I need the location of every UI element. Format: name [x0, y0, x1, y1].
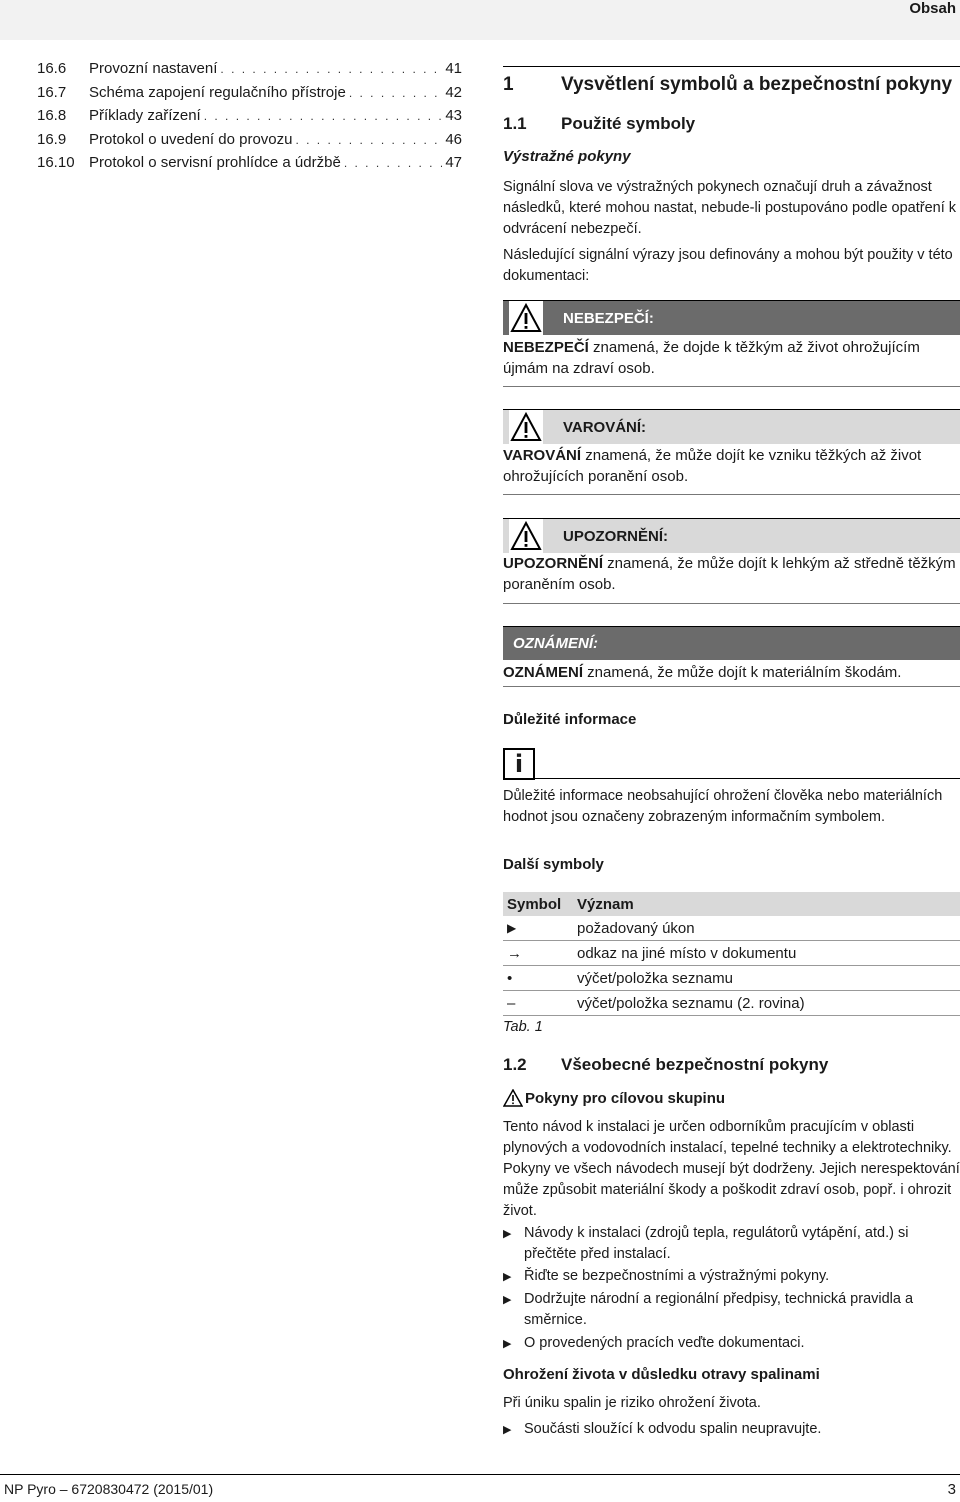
footer-doc-id: NP Pyro – 6720830472 (2015/01)	[4, 1481, 214, 1497]
warning-description: znamená, že může dojít ke vzniku těžkých až život ohrožujících poranění osob.	[503, 447, 922, 485]
toc-row[interactable]	[37, 154, 462, 178]
header-section-title: Obsah	[909, 0, 956, 17]
warning-triangle-icon	[503, 1089, 523, 1107]
footer-rule	[0, 1474, 960, 1475]
danger-bar	[503, 300, 960, 335]
notice-label: OZNÁMENÍ:	[513, 635, 598, 652]
danger-text	[503, 337, 960, 379]
danger-label: NEBEZPEČÍ:	[563, 309, 654, 327]
table-row	[503, 991, 960, 1016]
toc-leader	[220, 62, 442, 76]
list-item-text: O provedených pracích veďte dokumentaci.	[524, 1335, 805, 1351]
list-item-text: Návody k instalaci (zdrojů tepla, regulátorů vytápění, atd.) si přečtěte před instalací.	[524, 1225, 909, 1262]
subsection-title: Všeobecné bezpečnostní pokyny	[561, 1055, 829, 1074]
toc-leader	[204, 109, 443, 123]
symbol-cell: →	[503, 941, 573, 966]
target-group-text: Tento návod k instalaci je určen odborníkům pracujícím v oblasti plynových a vodovodních instalací, tepelné techniky a elektrotechniky. Pokyny ve všech návodech musejí být dodrženy. Jejich nerespektování může způsobit materiální škody a poškodit zdraví osob, popř. i ohrozit život.	[503, 1119, 960, 1219]
notice-word: OZNÁMENÍ	[503, 664, 583, 681]
toc-number: 16.10	[37, 154, 75, 171]
toc-number: 16.9	[37, 130, 67, 148]
toc-leader	[344, 156, 443, 170]
important-info-text: Důležité informace neobsahující ohrožení člověka nebo materiálních hodnot jsou označeny zobrazeným informačním symbolem.	[503, 788, 943, 825]
toc-row[interactable]	[37, 131, 462, 155]
target-group-heading	[503, 1089, 960, 1107]
toc-page: 43	[445, 107, 462, 124]
list-item	[503, 1289, 960, 1331]
toc-title: Provozní nastavení	[89, 60, 218, 77]
symbols-table-wrap	[503, 892, 960, 1016]
toc-title: Schéma zapojení regulačního přístroje	[89, 83, 346, 101]
meaning-cell: výčet/položka seznamu	[573, 966, 960, 991]
toc-page: 47	[445, 154, 462, 171]
toc-title: Příklady zařízení	[89, 107, 201, 124]
list-item-text: Dodržujte národní a regionální předpisy, technická pravidla a směrnice.	[524, 1291, 914, 1328]
toc-page: 41	[445, 60, 462, 77]
subsection-heading-1-1	[503, 114, 960, 134]
symbol-cell: ▶	[503, 916, 573, 941]
toc-page: 42	[445, 83, 462, 101]
divider	[503, 686, 960, 687]
info-icon: i	[503, 748, 535, 780]
list-item-text: Součásti sloužící k odvodu spalin neupravujte.	[524, 1421, 822, 1437]
action-arrow-icon: ▶	[503, 1424, 512, 1436]
symbol-column-header: Symbol	[503, 892, 573, 916]
section-rule	[503, 66, 960, 67]
caution-label: UPOZORNĚNÍ:	[563, 527, 668, 545]
toc-number: 16.8	[37, 107, 67, 124]
table-row	[503, 966, 960, 991]
meaning-cell: výčet/položka seznamu (2. rovina)	[573, 991, 960, 1016]
toc-page: 46	[445, 130, 462, 148]
symbol-cell: •	[503, 966, 573, 991]
toc-title: Protokol o servisní prohlídce a údržbě	[89, 154, 341, 171]
warnings-subheading: Výstražné pokyny	[503, 148, 631, 165]
warning-triangle-icon	[509, 301, 543, 335]
meaning-cell: odkaz na jiné místo v dokumentu	[573, 941, 960, 966]
toc-title: Protokol o uvedení do provozu	[89, 130, 293, 148]
paragraph: Signální slova ve výstražných pokynech označují druh a závažnost následků, které mohou nastat, nebude-li postupováno podle opatření k odvrácení nebezpečí.	[503, 179, 957, 237]
table-of-contents	[37, 60, 462, 178]
toc-row[interactable]	[37, 60, 462, 84]
subsection-number: 1.1	[503, 114, 527, 133]
caution-description: znamená, že může dojít k lehkým až středně těžkým poraněním osob.	[503, 555, 956, 593]
list-item	[503, 1419, 960, 1441]
warning-triangle-icon	[509, 519, 543, 553]
table-row	[503, 916, 960, 941]
divider	[503, 603, 960, 604]
target-group-title: Pokyny pro cílovou skupinu	[525, 1089, 726, 1107]
section-number: 1	[503, 74, 514, 95]
action-arrow-icon: ▶	[503, 1228, 512, 1240]
section-heading	[503, 74, 960, 96]
symbol-cell: –	[503, 991, 573, 1016]
important-info-heading: Důležité informace	[503, 711, 637, 728]
action-arrow-icon: ▶	[503, 1338, 512, 1350]
subsection-title: Použité symboly	[561, 114, 696, 133]
table-caption: Tab. 1	[503, 1019, 543, 1035]
warning-word: VAROVÁNÍ	[503, 447, 582, 464]
action-arrow-icon: ▶	[503, 1271, 512, 1283]
list-item	[503, 1266, 960, 1288]
danger-word: NEBEZPEČÍ	[503, 339, 589, 356]
warning-text	[503, 445, 960, 487]
section-title: Vysvětlení symbolů a bezpečnostní pokyny	[561, 74, 953, 95]
caution-word: UPOZORNĚNÍ	[503, 555, 604, 572]
subsection-number: 1.2	[503, 1055, 527, 1074]
symbols-table	[503, 892, 960, 1016]
toc-leader	[295, 133, 442, 147]
action-arrow-icon: ▶	[503, 1294, 512, 1306]
table-row	[503, 941, 960, 966]
notice-description: znamená, že může dojít k materiálním škodám.	[583, 664, 902, 681]
info-rule	[535, 778, 960, 779]
toc-row[interactable]	[37, 107, 462, 131]
caution-text	[503, 553, 960, 595]
divider	[503, 494, 960, 495]
flue-gas-text: Při úniku spalin je riziko ohrožení života.	[503, 1395, 761, 1411]
warning-triangle-icon	[509, 410, 543, 444]
toc-number: 16.7	[37, 83, 67, 101]
divider	[503, 386, 960, 387]
list-item	[503, 1333, 960, 1355]
meaning-cell: požadovaný úkon	[573, 916, 960, 941]
toc-leader	[349, 86, 442, 100]
warning-label: VAROVÁNÍ:	[563, 418, 647, 436]
toc-row[interactable]	[37, 84, 462, 108]
caution-bar	[503, 518, 960, 553]
notice-text	[503, 662, 960, 683]
danger-description: znamená, že dojde k těžkým až život ohrožujícím újmám na zdraví osob.	[503, 339, 920, 377]
toc-number: 16.6	[37, 60, 67, 77]
warning-bar	[503, 409, 960, 444]
list-item-text: Řiďte se bezpečnostními a výstražnými pokyny.	[524, 1268, 830, 1284]
meaning-column-header: Význam	[573, 892, 960, 916]
list-item	[503, 1223, 960, 1265]
notice-bar	[503, 626, 960, 660]
flue-gas-heading: Ohrožení života v důsledku otravy spalinami	[503, 1366, 820, 1383]
header-band	[0, 0, 960, 40]
paragraph: Následující signální výrazy jsou definovány a mohou být použity v této dokumentaci:	[503, 247, 953, 284]
subsection-heading-1-2	[503, 1055, 960, 1075]
page-number: 3	[947, 1481, 956, 1498]
other-symbols-heading: Další symboly	[503, 856, 604, 873]
